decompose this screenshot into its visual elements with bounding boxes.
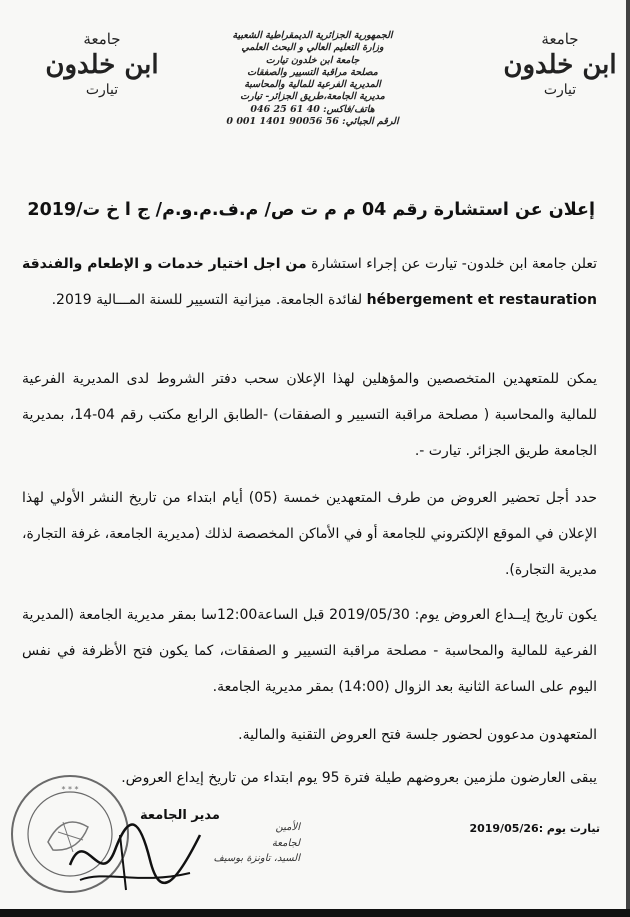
logo-line-3: تيارت (85, 82, 119, 98)
announcement-title: إعلان عن استشارة رقم 04 م م ت ص/ م.ف.م.و.م/ ج ا خ ت/2019 (27, 200, 595, 220)
intro-budget: لفائدة الجامعة. ميزانية التسيير للسنة المـــالية 2019. (51, 292, 367, 308)
letterhead-line: الجمهورية الجزائرية الديمقراطية الشعبية (232, 30, 393, 41)
paragraph-deadline: حدد أجل تحضير العروض من طرف المتعهدين خمسة (05) أيام ابتداء من تاريخ النشر الأولي لهذا الإعلان في الموقع الإلكتروني للجامعة أو في الأماكن المخصصة لذلك (مديرية الجامعة، غرفة التجارة، مديرية التجارة). (22, 490, 597, 578)
stamp-line-3: السيد، تاونزة بوسيف (213, 853, 300, 864)
letterhead-line: هاتف/فاكس: 40 61 25 046 (250, 103, 375, 115)
stamp-line-1: الأمين (275, 822, 300, 833)
scan-bottom-bar (0, 909, 630, 917)
intro-french-subject: hébergement et restauration (366, 292, 597, 308)
intro-subject: من اجل اختيار خدمات و الإطعام والفندقة (22, 256, 307, 272)
paragraph-intro (22, 246, 597, 318)
letterhead-line: مديرية الجامعة،طريق الجزائر- تيارت (240, 91, 385, 103)
university-logo-left (42, 30, 162, 98)
stamp-line-2: لجامعة (271, 838, 300, 849)
signatory-title: مدير الجامعة (140, 808, 220, 823)
paragraph-submission: يكون تاريخ إيــداع العروض يوم: 2019/05/30 قبل الساعة12:00سا بمقر مديرية الجامعة (المديرية الفرعية للمالية والمحاسبة - مصلحة مراقبة التسيير و الصفقات، كما يكون فتح الأظرفة في نفس اليوم على الساعة الثانية بعد الزوال (14:00) بمقر مديرية الجامعة. (22, 607, 597, 695)
letterhead-line: جامعة ابن خلدون تيارت (265, 54, 360, 66)
paragraph-opening-session: المتعهدون مدعوون لحضور جلسة فتح العروض التقنية والمالية. (238, 727, 597, 743)
logo-line-1: جامعة (541, 30, 579, 48)
logo-line-2: ابن خلدون (45, 50, 159, 80)
letterhead-line: الرقم الجبائي: 56 90056 1401 001 0 (226, 116, 399, 128)
logo-line-1: جامعة (83, 30, 121, 48)
logo-line-2: ابن خلدون (503, 50, 617, 80)
letterhead (185, 30, 440, 128)
paragraph-validity: يبقى العارضون ملزمين بعروضهم طيلة فترة 95 يوم ابتداء من تاريخ إيداع العروض. (121, 770, 597, 786)
letterhead-line: المديرية الفرعية للمالية والمحاسبة (244, 79, 381, 91)
letterhead-line: مصلحة مراقبة التسيير والصفقات (247, 66, 378, 78)
paragraph-specifications: يمكن للمتعهدين المتخصصين والمؤهلين لهذا الإعلان سحب دفتر الشروط لدى المديرية الفرعية للمالية والمحاسبة ( مصلحة مراقبة التسيير و الصفقات) -الطابق الرابع مكتب رقم 04-14، بمديرية الجامعة طريق الجزائر. تيارت -. (22, 371, 597, 459)
university-logo-right (500, 30, 620, 98)
intro-text: تعلن جامعة ابن خلدون- تيارت عن إجراء استشارة (306, 256, 597, 272)
letterhead-line: وزارة التعليم العالي و البحث العلمي (241, 42, 384, 54)
issue-date: تيارت يوم :2019/05/26 (469, 822, 600, 835)
scan-edge (626, 0, 630, 917)
logo-line-3: تيارت (543, 82, 577, 98)
svg-text:* * *: * * * (61, 785, 79, 794)
